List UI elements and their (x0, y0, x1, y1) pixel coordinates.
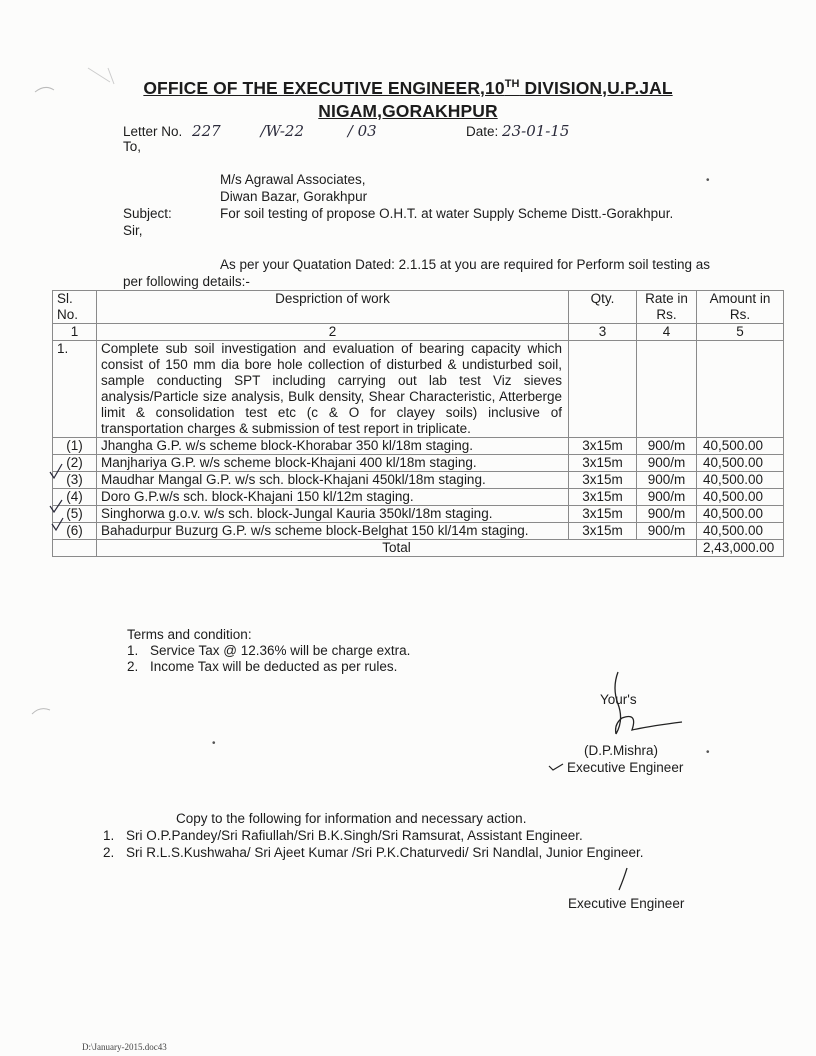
signatory-name: (D.P.Mishra) (584, 743, 659, 758)
cell-qty: 3x15m (569, 438, 637, 455)
table-row (53, 523, 784, 540)
cell-rate: 900/m (637, 455, 697, 472)
letter-number-part1: 227 (192, 122, 221, 140)
table-row (53, 438, 784, 455)
works-table (52, 290, 784, 557)
signature-icon (610, 668, 690, 740)
scan-speck: • (706, 747, 710, 758)
cell-qty: 3x15m (569, 506, 637, 523)
letter-number-part2: /W-22 (260, 122, 304, 140)
cell-description: Jhangha G.P. w/s scheme block-Khorabar 350 kl/18m staging. (97, 438, 569, 455)
addressee-line1: M/s Agrawal Associates, (220, 172, 366, 187)
cell-sl: (4) (53, 489, 97, 506)
column-number: 1 (53, 324, 97, 341)
title-line1-end: DIVISION,U.P.JAL (519, 78, 673, 98)
cell-description: Complete sub soil investigation and evaluation of bearing capacity which consist of 150 mm dia bore hole collection of disturbed & undisturbed soil, sample conducting SPT including carrying out lab test Viz sieves analysis/Particle size analysis, Bulk density, Shear Characteristic, Atterberge limit & consolidation test etc (c & O for clayey soils) inclusive of transportation charges & submission of test report in triplicate. (97, 341, 569, 438)
cell-empty (569, 341, 637, 438)
header-amount: Amount in Rs. (697, 291, 784, 324)
cell-qty: 3x15m (569, 472, 637, 489)
subject-text: For soil testing of propose O.H.T. at water Supply Scheme Distt.-Gorakhpur. (220, 206, 674, 221)
cell-qty: 3x15m (569, 523, 637, 540)
terms-item (127, 643, 410, 658)
handwritten-tick-marks (48, 462, 68, 542)
scan-speck: • (212, 738, 216, 749)
scan-mark-decoration (30, 700, 60, 720)
date-row (466, 122, 569, 140)
terms-heading: Terms and condition: (127, 627, 252, 642)
cell-empty (697, 341, 784, 438)
cell-description: Singhorwa g.o.v. w/s sch. block-Jungal Kauria 350kl/18m staging. (97, 506, 569, 523)
cell-rate: 900/m (637, 489, 697, 506)
copy-to-item (103, 828, 583, 843)
terms-item-number: 1. (127, 643, 139, 658)
column-number: 2 (97, 324, 569, 341)
cell-sl: (3) (53, 472, 97, 489)
salutation: Sir, (123, 223, 143, 238)
header-description: Despriction of work (97, 291, 569, 324)
table-row (53, 472, 784, 489)
cell-rate: 900/m (637, 438, 697, 455)
letter-number-label: Letter No. (123, 124, 183, 139)
table-total-row (53, 540, 784, 557)
cell-qty: 3x15m (569, 489, 637, 506)
cell-empty (637, 341, 697, 438)
initial-mark-icon (616, 866, 630, 892)
date-value: 23-01-15 (502, 122, 570, 140)
header-rate: Rate in Rs. (637, 291, 697, 324)
cell-qty: 3x15m (569, 455, 637, 472)
terms-item-text: Service Tax @ 12.36% will be charge extra. (150, 643, 411, 658)
cell-amount: 40,500.00 (697, 472, 784, 489)
cell-amount: 40,500.00 (697, 523, 784, 540)
cell-sl: (6) (53, 523, 97, 540)
scan-speck: • (706, 175, 710, 186)
table-row (53, 455, 784, 472)
cell-sl: (5) (53, 506, 97, 523)
title-line1: OFFICE OF THE EXECUTIVE ENGINEER,10 (143, 78, 505, 98)
cell-sl: 1. (53, 341, 97, 438)
copy-to-item (103, 845, 644, 860)
terms-item-number: 2. (127, 659, 139, 674)
page-title (0, 78, 816, 99)
cell-empty (53, 540, 97, 557)
to-label: To, (123, 139, 142, 154)
date-label: Date: (466, 124, 499, 139)
cell-amount: 40,500.00 (697, 506, 784, 523)
cell-description: Maudhar Mangal G.P. w/s sch. block-Khajani 450kl/18m staging. (97, 472, 569, 489)
subject-label: Subject: (123, 206, 172, 221)
closing-text: Your's (600, 692, 637, 707)
body-text-line1: As per your Quatation Dated: 2.1.15 at you are required for Perform soil testing as (220, 257, 711, 272)
column-number: 5 (697, 324, 784, 341)
cell-rate: 900/m (637, 506, 697, 523)
letter-number-part3: / 03 (347, 122, 377, 140)
column-number: 3 (569, 324, 637, 341)
copy-to-item-number: 1. (103, 828, 115, 843)
copy-to-item-text: Sri O.P.Pandey/Sri Rafiullah/Sri B.K.Singh/Sri Ramsurat, Assistant Engineer. (126, 828, 583, 843)
footer-file-path: D:\January-2015.doc43 (82, 1042, 167, 1052)
table-row (53, 506, 784, 523)
header-qty: Qty. (569, 291, 637, 324)
table-row (53, 489, 784, 506)
copy-to-heading: Copy to the following for information and necessary action. (176, 811, 527, 826)
cell-amount: 40,500.00 (697, 455, 784, 472)
total-amount: 2,43,000.00 (697, 540, 784, 557)
column-number: 4 (637, 324, 697, 341)
cell-sl: (2) (53, 455, 97, 472)
column-number-row (53, 324, 784, 341)
tick-icon (548, 762, 564, 772)
copy-to-item-number: 2. (103, 845, 115, 860)
cell-description: Manjhariya G.P. w/s scheme block-Khajani 400 kl/18m staging. (97, 455, 569, 472)
total-label: Total (97, 540, 697, 557)
table-header-row (53, 291, 784, 324)
cell-rate: 900/m (637, 523, 697, 540)
cell-amount: 40,500.00 (697, 489, 784, 506)
cell-rate: 900/m (637, 472, 697, 489)
addressee-line2: Diwan Bazar, Gorakhpur (220, 189, 368, 204)
copy-to-item-text: Sri R.L.S.Kushwaha/ Sri Ajeet Kumar /Sri P.K.Chaturvedi/ Sri Nandlal, Junior Engineer. (126, 845, 644, 860)
header-sl-no: Sl. No. (53, 291, 97, 324)
letter-number-row (123, 122, 377, 140)
table-row-main-item (53, 341, 784, 438)
page-title-line2: NIGAM,GORAKHPUR (318, 101, 498, 121)
cell-amount: 40,500.00 (697, 438, 784, 455)
copy-to-designation: Executive Engineer (568, 896, 685, 911)
cell-description: Bahadurpur Buzurg G.P. w/s scheme block-Belghat 150 kl/14m staging. (97, 523, 569, 540)
terms-item (127, 659, 397, 674)
terms-item-text: Income Tax will be deducted as per rules. (150, 659, 398, 674)
title-superscript: TH (504, 78, 520, 91)
signatory-designation: Executive Engineer (567, 760, 684, 775)
cell-sl: (1) (53, 438, 97, 455)
cell-description: Doro G.P.w/s sch. block-Khajani 150 kl/12m staging. (97, 489, 569, 506)
body-text-line2: per following details:- (123, 274, 250, 289)
